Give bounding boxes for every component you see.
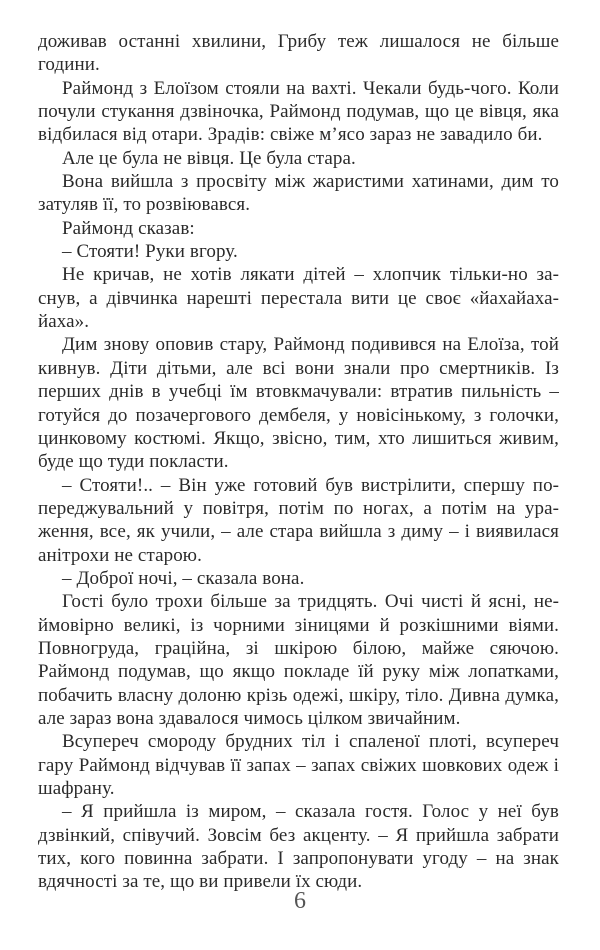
paragraph: Дим знову оповив стару, Раймонд подивився на Елоїза, той кивнув. Діти дітьми, але всі вони знали про смертників. Із перших днів в учебці їм втовкмачували: втратив пильність – готуйся до позачергового дембеля, у новісінькому, з голочки, цинковому костюмі. Якщо, звісно, тим, хто лишиться живим, буде що туди покласти.	[38, 334, 559, 473]
paragraph: – Я прийшла із миром, – сказала гостя. Голос у неї був дзвінкий, співучий. Зовсім без акценту. – Я прийшла забрати тих, кого повинна забрати. І запропонувати угоду – на знак вдячності за те, що ви привели їх сюди.	[38, 801, 559, 893]
paragraph: Не кричав, не хотів лякати дітей – хлопчик тільки-но заснув, а дівчинка нарешті перестала вити це своє «йахайахайаха».	[38, 264, 559, 333]
paragraph: Раймонд сказав:	[62, 217, 195, 239]
paragraph: Раймонд з Елоїзом стояли на вахті. Чекали будь-чого. Коли почули стукання дзвіночка, Раймонд подумав, що це вівця, яка відбилася від отари. Зрадів: свіже м’ясо зараз не завадило би.	[38, 77, 559, 146]
page-number: 6	[294, 888, 306, 914]
paragraph: Але це була не вівця. Це була стара.	[62, 147, 356, 169]
page-body	[38, 30, 559, 894]
paragraph: доживав останні хвилини, Грибу теж лишалося не більше години.	[38, 31, 559, 76]
paragraph: – Стояти! Руки вгору.	[62, 241, 238, 263]
paragraph: Вона вийшла з просвіту між жаристими хатинами, дим то затуляв її, то розвіювався.	[38, 171, 559, 216]
paragraph: – Стояти!.. – Він уже готовий був вистрілити, спершу попереджувальний у повітря, потім по ногах, а потім на ураження, все, як учили, – але стара вийшла з диму – і виявилася анітрохи не старою.	[38, 474, 559, 566]
paragraph: Всупереч смороду брудних тіл і спаленої плоті, всупереч гару Раймонд відчував її запах – запах свіжих шовкових одеж і шафрану.	[38, 731, 559, 799]
paragraph: – Доброї ночі, – сказала вона.	[62, 567, 305, 589]
paragraph: Гості було трохи більше за тридцять. Очі чисті й ясні, неймовірно великі, із чорними зіницями й розкішними віями. Повногруда, граційна, зі шкірою білою, майже сяючою. Раймонд подумав, що якщо покладе їй руку між лопатками, побачить власну долоню крізь одежі, шкіру, тіло. Дивна думка, але зараз вона здавалося чимось цілком звичайним.	[38, 591, 559, 729]
